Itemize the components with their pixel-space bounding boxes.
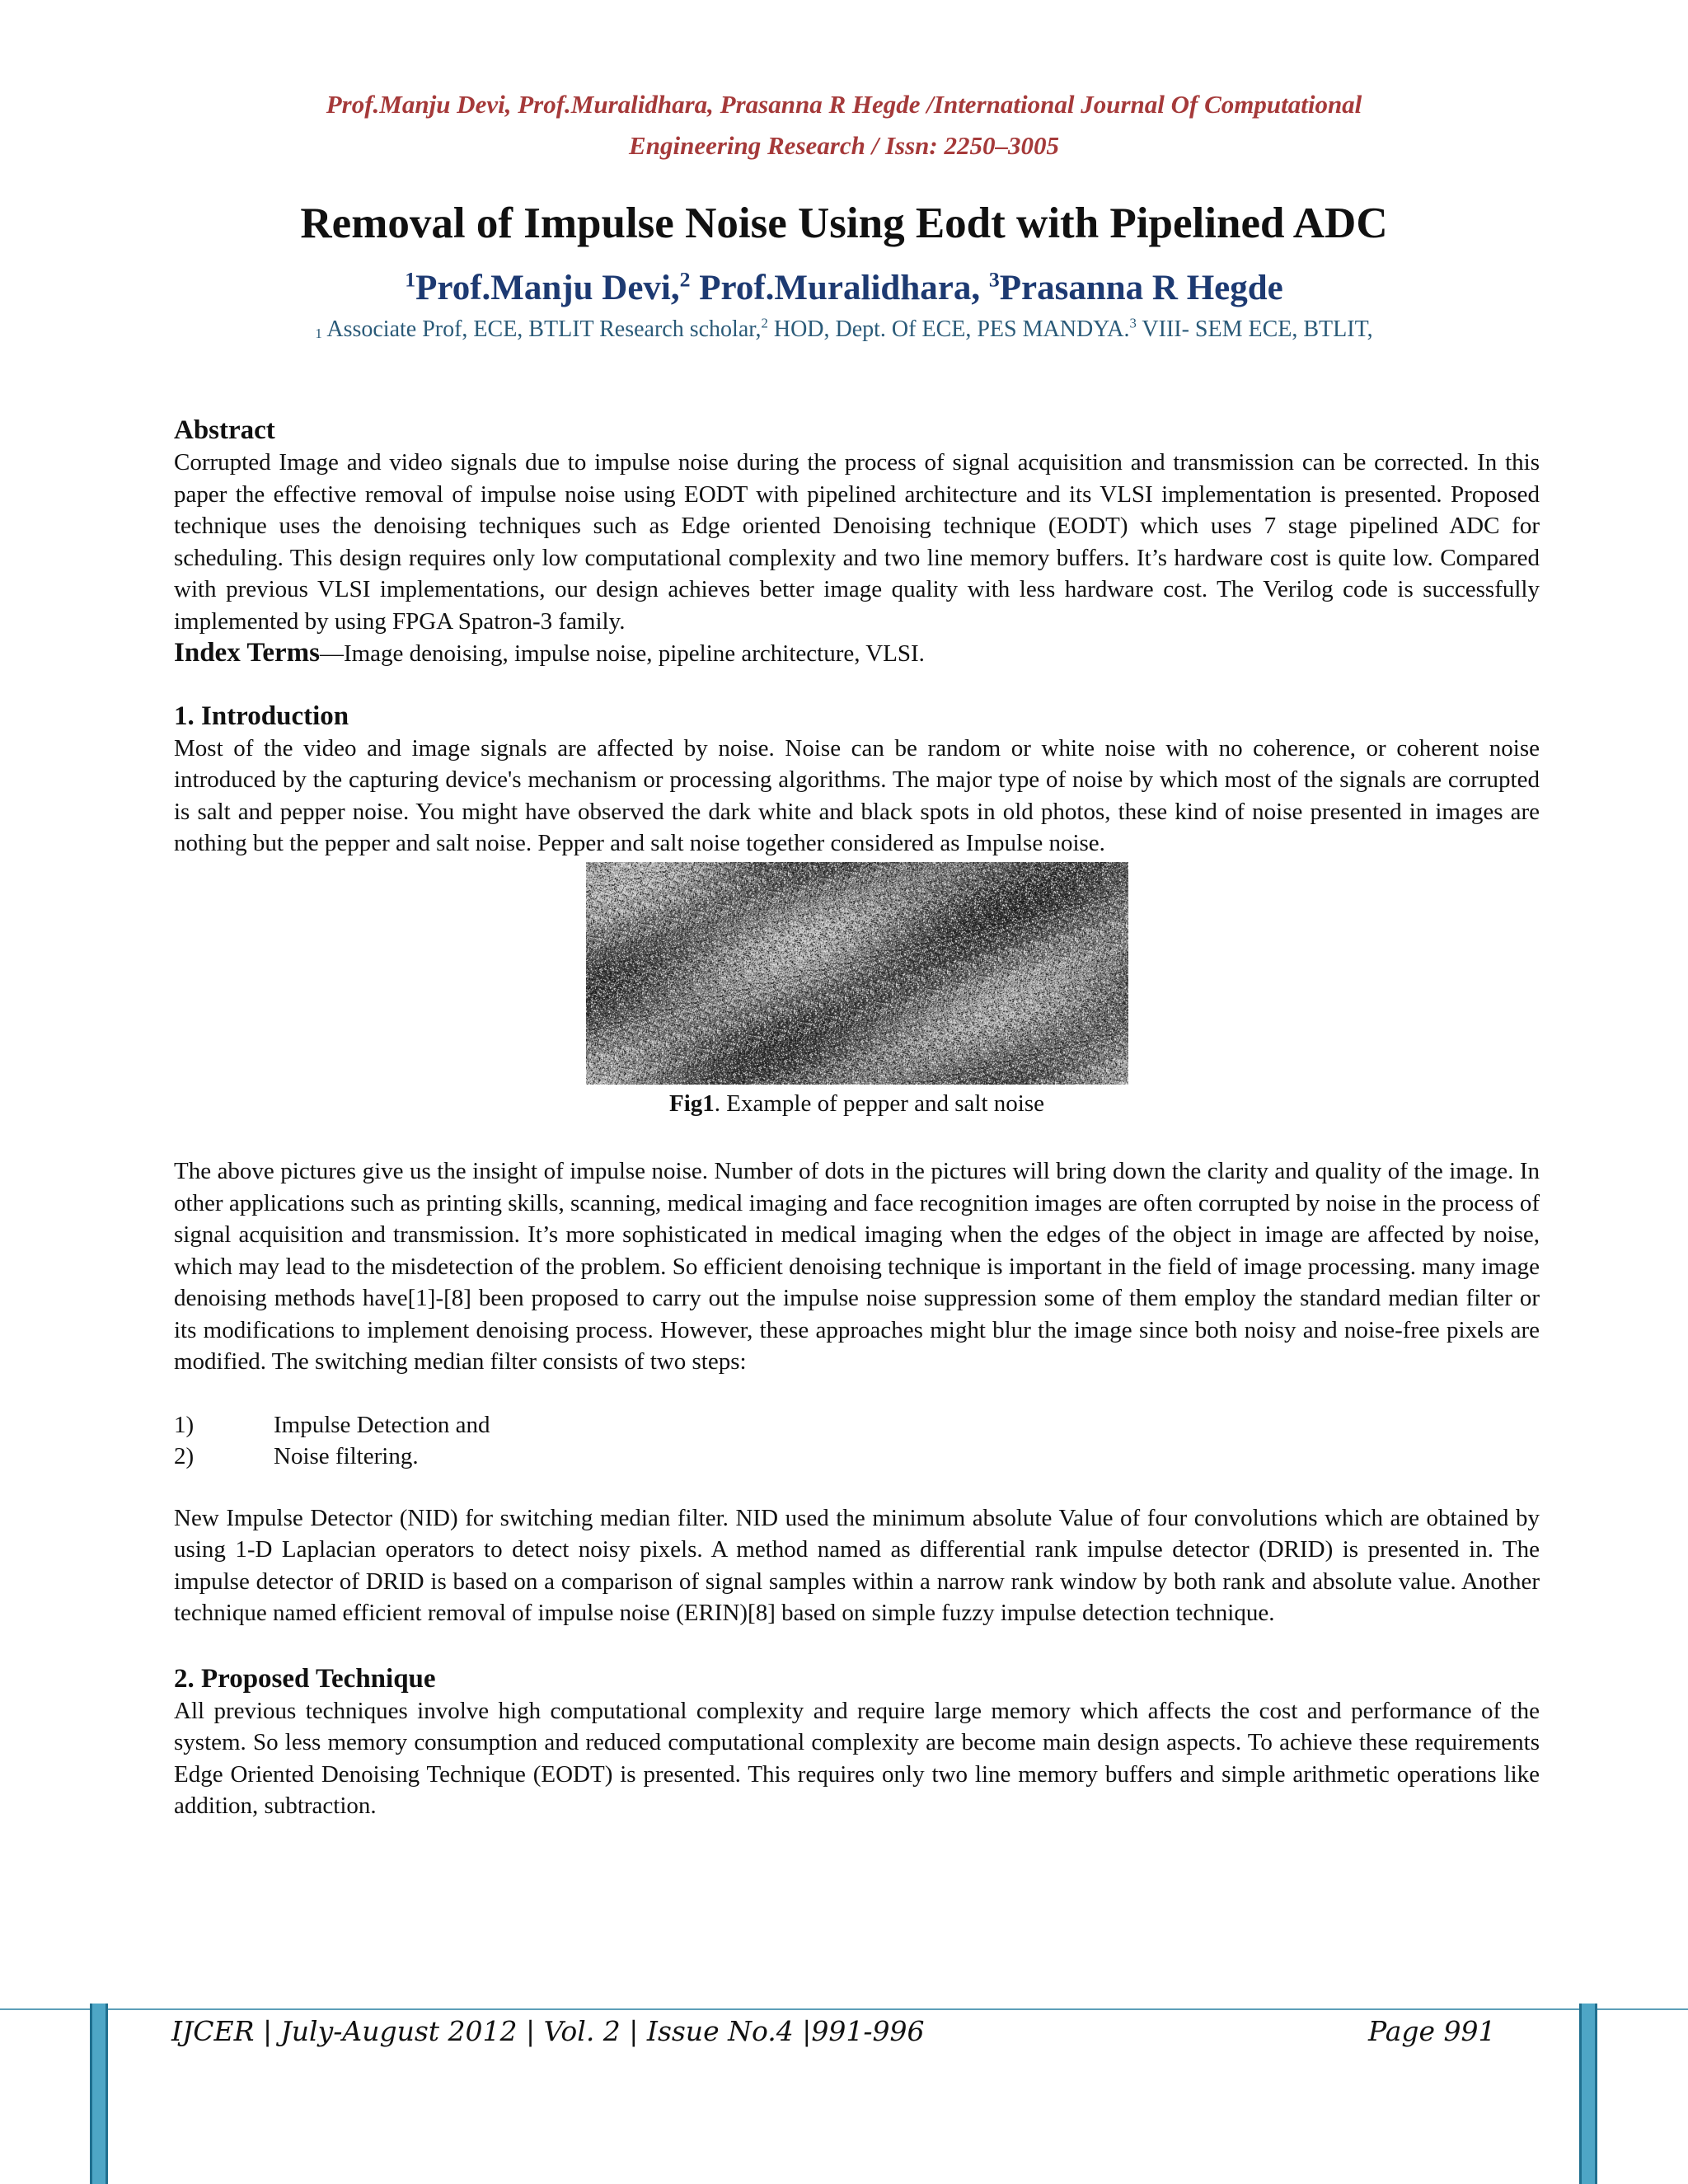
list-item: [174, 1409, 1540, 1441]
author1-superscript: 1: [405, 267, 416, 292]
list-item: [174, 1441, 1540, 1473]
steps-list: [174, 1409, 1540, 1473]
running-header: [0, 84, 1688, 166]
affiliation1-marker: 1: [315, 326, 322, 341]
list-item-number: 1): [174, 1411, 195, 1438]
salt-pepper-noise-image: [586, 862, 1128, 1085]
figure-caption-text: . Example of pepper and salt noise: [714, 1090, 1045, 1117]
affiliation2-text: HOD, Dept. Of ECE, PES MANDYA.: [767, 316, 1130, 342]
figure-caption: [586, 1088, 1128, 1120]
author-line: [0, 264, 1688, 313]
index-terms: [174, 637, 1540, 670]
footer-citation: IJCER | July-August 2012 | Vol. 2 | Issue No.4 |991-996: [171, 2015, 925, 2047]
main-content: [174, 409, 1540, 1822]
section1-heading: [174, 700, 1540, 733]
affiliation2-superscript: 2: [761, 315, 768, 331]
paper-title: Removal of Impulse Noise Using Eodt with Pipelined ADC: [300, 199, 1388, 247]
figure-1: [586, 862, 1128, 1120]
author1-name: Prof.Manju Devi,: [415, 269, 680, 307]
index-terms-label: Index Terms: [174, 638, 320, 668]
index-terms-text: —Image denoising, impulse noise, pipeline architecture, VLSI.: [319, 640, 925, 667]
list-item-number: 2): [174, 1443, 195, 1469]
footer-page-number: Page 991: [1368, 2015, 1496, 2047]
abstract-heading: Abstract: [174, 415, 275, 445]
author2-superscript: 2: [679, 267, 691, 292]
author3-name: Prasanna R Hegde: [999, 269, 1283, 307]
section1-paragraph2: The above pictures give us the insight of impulse noise. Number of dots in the pictures will bring down the clarity and quality of the image. In other applications such as printing skills, scanning, medical imaging and face recognition images are often corrupted by noise in the process of signal acquisition and transmission. It’s more sophisticated in medical imaging when the edges of the object in image are affected by noise, which may lead to the misdetection of the problem. So efficient denoising technique is important in the field of image processing. many image denoising methods have[1]-[8] been proposed to carry out the impulse noise suppression some of them employ the standard median filter or its modifications to implement denoising process. However, these approaches might blur the image since both noisy and noise-free pixels are modified. The switching median filter consists of two steps:: [174, 1158, 1540, 1375]
affiliation-line: [0, 313, 1688, 350]
running-header-line1: Prof.Manju Devi, Prof.Muralidhara, Prasanna R Hegde /International Journal Of Computational: [326, 90, 1362, 119]
affiliation1-text: Associate Prof, ECE, BTLIT Research scholar,: [321, 316, 762, 342]
section1-title: Introduction: [194, 701, 349, 731]
author2-name: Prof.Muralidhara,: [690, 269, 989, 307]
list-item-text: Noise filtering.: [274, 1443, 419, 1469]
footer-left-bar: [90, 2004, 108, 2184]
abstract-text: Corrupted Image and video signals due to impulse noise during the process of signal acquisition and transmission can be corrected. In this paper the effective removal of impulse noise using EODT with pipelined architecture and its VLSI implementation is presented. Proposed technique uses the denoising techniques such as Edge oriented Denoising technique (EODT) which uses 7 stage pipelined ADC for scheduling. This design requires only low computational complexity and two line memory buffers. It’s hardware cost is quite low. Compared with previous VLSI implementations, our design achieves better image quality with less hardware cost. The Verilog code is successfully implemented by using FPGA Spatron-3 family.: [174, 449, 1540, 635]
section1-paragraph1: Most of the video and image signals are affected by noise. Noise can be random or white noise with no coherence, or coherent noise introduced by the capturing device's mechanism or processing algorithms. The major type of noise by which most of the signals are corrupted is salt and pepper noise. You might have observed the dark white and black spots in old photos, these kind of noise presented in images are nothing but the pepper and salt noise. Pepper and salt noise together considered as Impulse noise.: [174, 734, 1540, 856]
section1-paragraph3: New Impulse Detector (NID) for switching median filter. NID used the minimum absolute Value of four convolutions which are obtained by using 1-D Laplacian operators to detect noisy pixels. A method named as differential rank impulse detector (DRID) is presented in. The impulse detector of DRID is based on a comparison of signal samples within a narrow rank window by both rank and absolute value. Another technique named efficient removal of impulse noise (ERIN)[8] based on simple fuzzy impulse detection technique.: [174, 1504, 1540, 1626]
list-item-text: Impulse Detection and: [274, 1411, 490, 1438]
section1-number: 1.: [174, 701, 195, 731]
affiliation3-text: VIII- SEM ECE, BTLIT,: [1136, 316, 1373, 342]
footer-rule: [0, 2008, 1688, 2010]
section2-paragraph1: All previous techniques involve high computational complexity and require large memory which affects the cost and performance of the system. So less memory consumption and reduced computational complexity are become main design aspects. To achieve these requirements Edge Oriented Denoising Technique (EODT) is presented. This requires only two line memory buffers and simple arithmetic operations like addition, subtraction.: [174, 1697, 1540, 1819]
footer-right-bar: [1579, 2004, 1597, 2184]
figure-label: Fig1: [668, 1090, 715, 1117]
running-header-line2: Engineering Research / Issn: 2250–3005: [629, 131, 1059, 160]
section2-heading: 2. Proposed Technique: [174, 1663, 436, 1694]
author3-superscript: 3: [988, 267, 1000, 292]
affiliation3-superscript: 3: [1129, 315, 1137, 331]
